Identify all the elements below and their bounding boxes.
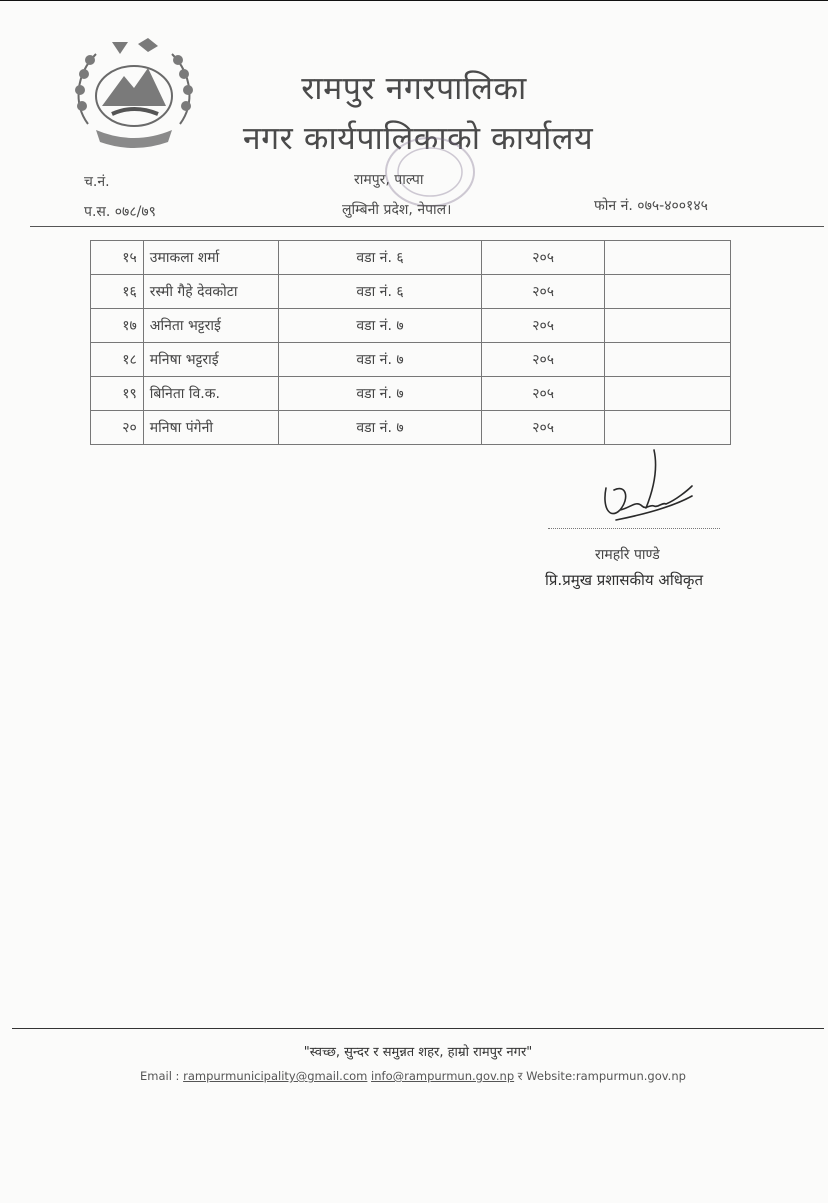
ward-number: वडा नं. ७	[278, 309, 482, 343]
address-line-1: रामपुर, पाल्पा	[354, 172, 424, 188]
year-value: २०५	[482, 241, 604, 275]
signature-line	[548, 528, 720, 529]
top-edge-line	[0, 0, 828, 1]
office-name: नगर कार्यपालिकाको कार्यालय	[242, 119, 594, 157]
phone-number: फोन नं. ०७५-४००१४५	[594, 198, 708, 214]
header-divider	[30, 226, 824, 227]
and-label: र	[517, 1069, 523, 1083]
year-value: २०५	[482, 309, 604, 343]
person-name: मनिषा पंगेनी	[143, 411, 278, 445]
empty-cell	[604, 343, 730, 377]
chalani-number: च.नं.	[84, 174, 110, 190]
ward-number: वडा नं. ६	[278, 241, 482, 275]
serial-number: २०	[91, 411, 144, 445]
person-name: मनिषा भट्टराई	[143, 343, 278, 377]
table-row	[91, 309, 731, 343]
year-value: २०५	[482, 411, 604, 445]
table-row	[91, 275, 731, 309]
website-link[interactable]: rampurmun.gov.np	[575, 1069, 686, 1083]
person-name: रस्मी गैहे देवकोटा	[143, 275, 278, 309]
address-line-2: लुम्बिनी प्रदेश, नेपाल।	[342, 202, 452, 218]
signatory-name: रामहरि पाण्डे	[595, 547, 660, 563]
serial-number: १८	[91, 343, 144, 377]
table-row	[91, 343, 731, 377]
empty-cell	[604, 309, 730, 343]
table-row	[91, 377, 731, 411]
beneficiary-table	[90, 240, 731, 445]
ward-number: वडा नं. ७	[278, 411, 482, 445]
signatory-title: प्रि.प्रमुख प्रशासकीय अधिकृत	[545, 571, 704, 589]
empty-cell	[604, 275, 730, 309]
footer-slogan: "स्वच्छ, सुन्दर र समुन्नत शहर, हाम्रो रामपुर नगर"	[303, 1045, 533, 1060]
empty-cell	[604, 241, 730, 275]
serial-number: १७	[91, 309, 144, 343]
footer-contact	[140, 1069, 686, 1084]
person-name: बिनिता वि.क.	[143, 377, 278, 411]
table-row	[91, 241, 731, 275]
empty-cell	[604, 377, 730, 411]
serial-number: १६	[91, 275, 144, 309]
footer-divider	[12, 1028, 824, 1029]
year-value: २०५	[482, 275, 604, 309]
year-value: २०५	[482, 343, 604, 377]
email-link-primary[interactable]: rampurmunicipality@gmail.com	[183, 1069, 368, 1083]
ward-number: वडा नं. ७	[278, 377, 482, 411]
serial-number: १५	[91, 241, 144, 275]
website-label: Website:	[526, 1069, 576, 1083]
email-label: Email :	[140, 1069, 180, 1083]
table-row	[91, 411, 731, 445]
serial-number: १९	[91, 377, 144, 411]
person-name: अनिता भट्टराई	[143, 309, 278, 343]
ward-number: वडा नं. ७	[278, 343, 482, 377]
empty-cell	[604, 411, 730, 445]
email-link-secondary[interactable]: info@rampurmun.gov.np	[371, 1069, 515, 1083]
signature-icon	[596, 448, 696, 534]
municipality-name: रामपुर नगरपालिका	[301, 69, 527, 107]
patra-sankhya: प.स. ०७८/७९	[84, 204, 156, 220]
ward-number: वडा नं. ६	[278, 275, 482, 309]
person-name: उमाकला शर्मा	[143, 241, 278, 275]
year-value: २०५	[482, 377, 604, 411]
